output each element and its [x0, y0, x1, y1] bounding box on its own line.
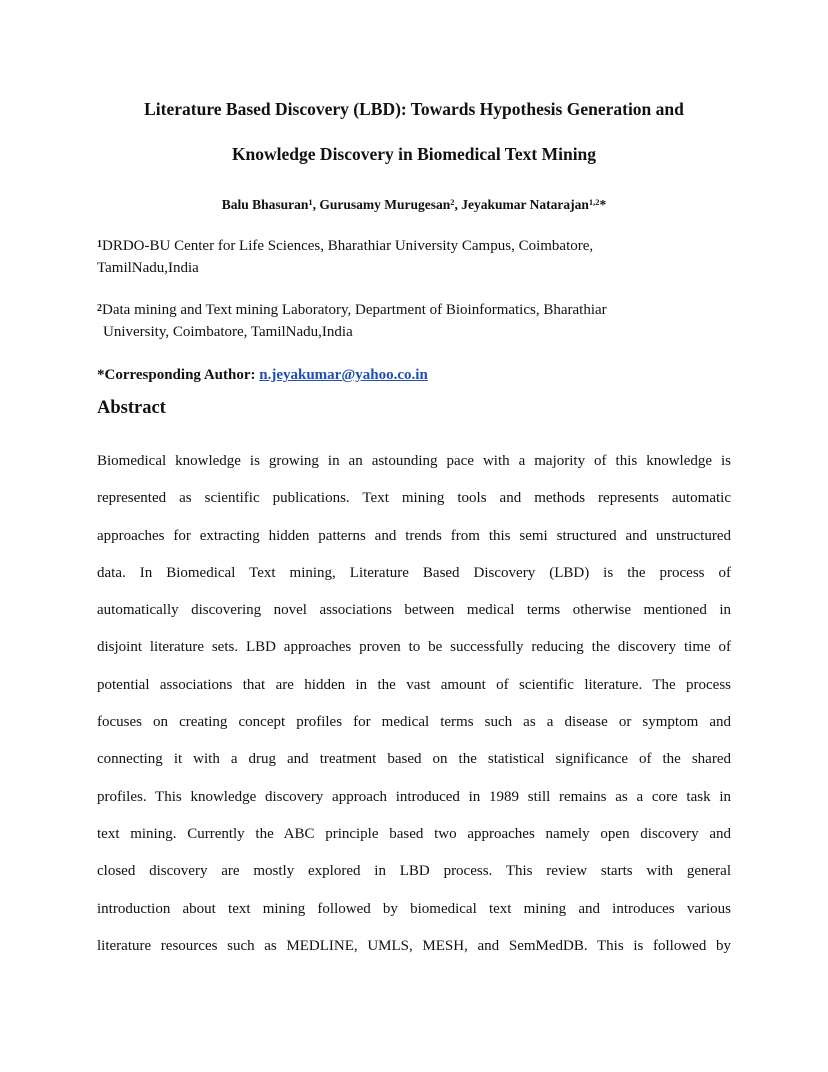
author-name: Jeyakumar Natarajan — [461, 197, 589, 212]
abstract-line: text mining. Currently the ABC principle based two approaches namely open discovery and — [97, 825, 731, 842]
abstract-line: introduction about text mining followed by biomedical text mining and introduces various — [97, 900, 731, 917]
abstract-heading: Abstract — [97, 398, 166, 418]
author-separator: , — [312, 197, 320, 212]
abstract-line: closed discovery are mostly explored in LBD process. This review starts with general — [97, 863, 731, 880]
abstract-line: data. In Biomedical Text mining, Literature Based Discovery (LBD) is the process of — [97, 564, 731, 581]
author-affiliation-sup: 1 — [308, 197, 313, 207]
affiliation-number: 1 — [97, 239, 102, 250]
corresponding-author — [97, 364, 428, 386]
author-list — [0, 196, 828, 214]
affiliation-1-line-2: TamilNadu,India — [97, 260, 199, 276]
corresponding-marker: * — [599, 197, 607, 212]
abstract-line: automatically discovering novel associations between medical terms otherwise mentioned in — [97, 602, 731, 619]
affiliation-number: 2 — [97, 303, 102, 314]
affiliation-2-line-2: University, Coimbatore, TamilNadu,India — [103, 324, 353, 340]
corresponding-email-link[interactable]: n.jeyakumar@yahoo.co.in — [259, 367, 428, 383]
abstract-line: represented as scientific publications. Text mining tools and methods represents automatic — [97, 490, 731, 507]
author-name: Gurusamy Murugesan — [319, 197, 451, 212]
corresponding-label: *Corresponding Author: — [97, 367, 260, 383]
affiliation-text: DRDO-BU Center for Life Sciences, Bharathiar University Campus, Coimbatore, — [102, 238, 594, 254]
author-separator: , — [454, 197, 462, 212]
paper-title-line-2: Knowledge Discovery in Biomedical Text Mining — [231, 144, 597, 164]
author-affiliation-sup: 2 — [450, 197, 455, 207]
paper-title-line-1: Literature Based Discovery (LBD): Towards Hypothesis Generation and — [144, 99, 684, 119]
abstract-line: disjoint literature sets. LBD approaches proven to be successfully reducing the discovery time of — [97, 639, 731, 656]
abstract-line: focuses on creating concept profiles for medical terms such as a disease or symptom and — [97, 714, 731, 731]
affiliation-1-line-1 — [97, 235, 593, 257]
abstract-line: literature resources such as MEDLINE, UMLS, MESH, and SemMedDB. This is followed by — [97, 937, 731, 954]
abstract-line: Biomedical knowledge is growing in an astounding pace with a majority of this knowledge is — [97, 453, 731, 469]
abstract-line: profiles. This knowledge discovery approach introduced in 1989 still remains as a core task in — [97, 788, 731, 805]
author-name: Balu Bhasuran — [221, 197, 309, 212]
affiliation-2-line-1 — [97, 299, 607, 321]
abstract-body — [97, 450, 731, 972]
abstract-line: connecting it with a drug and treatment based on the statistical significance of the shared — [97, 751, 731, 768]
abstract-line: approaches for extracting hidden patterns and trends from this semi structured and unstructured — [97, 527, 731, 544]
abstract-line: potential associations that are hidden in the vast amount of scientific literature. The process — [97, 676, 731, 693]
affiliation-text: Data mining and Text mining Laboratory, Department of Bioinformatics, Bharathiar — [102, 302, 607, 318]
author-affiliation-sup: 1,2 — [588, 197, 600, 207]
